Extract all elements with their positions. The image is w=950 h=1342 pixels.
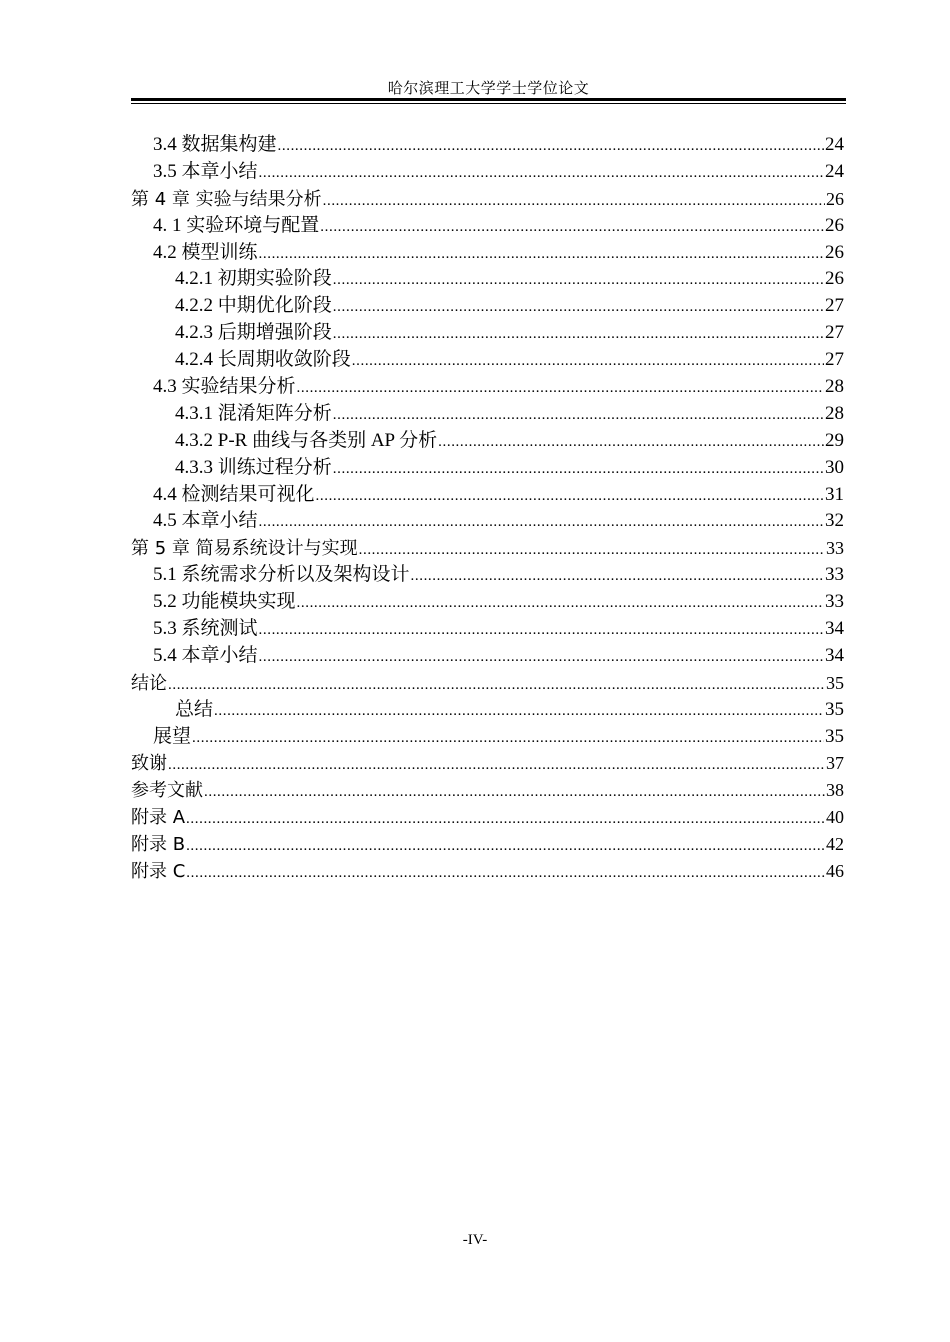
toc-entry-label: 4.4 检测结果可视化 bbox=[153, 483, 315, 505]
dot-leader bbox=[438, 429, 824, 456]
dot-leader bbox=[333, 267, 824, 294]
dot-leader bbox=[297, 375, 824, 402]
toc-entry-label: 总结 bbox=[175, 698, 214, 720]
toc-entry-label: 致谢 bbox=[131, 753, 167, 775]
toc-entry-label: 5.3 系统测试 bbox=[153, 618, 258, 640]
page-number: -IV- bbox=[462, 1232, 488, 1248]
header-rule-thick bbox=[131, 98, 846, 101]
dot-leader bbox=[333, 321, 824, 348]
toc-entry[interactable] bbox=[131, 831, 844, 858]
toc-entry-page-number: 26 bbox=[826, 188, 844, 209]
dot-leader bbox=[278, 133, 824, 160]
toc-entry-page-number: 26 bbox=[825, 268, 844, 290]
dot-leader bbox=[186, 806, 825, 833]
toc-entry-page-number: 28 bbox=[825, 376, 844, 398]
dot-leader bbox=[316, 483, 824, 510]
toc-entry[interactable] bbox=[131, 616, 844, 643]
toc-entry-page-number: 42 bbox=[826, 834, 844, 855]
dot-leader bbox=[214, 698, 824, 725]
toc-entry[interactable] bbox=[131, 455, 844, 482]
toc-entry-page-number: 35 bbox=[825, 698, 844, 720]
toc-entry[interactable] bbox=[131, 159, 844, 186]
toc-entry[interactable] bbox=[131, 643, 844, 670]
toc-entry[interactable] bbox=[131, 428, 844, 455]
toc-entry-label: 附录 C bbox=[131, 861, 186, 883]
toc-entry-label: 5.1 系统需求分析以及架构设计 bbox=[153, 564, 410, 586]
toc-entry-page-number: 33 bbox=[826, 538, 844, 559]
toc-entry[interactable] bbox=[131, 320, 844, 347]
toc-entry-label: 附录 B bbox=[131, 834, 186, 856]
toc-entry-page-number: 24 bbox=[825, 160, 844, 182]
toc-entry-label: 4.2.1 初期实验阶段 bbox=[175, 268, 332, 290]
toc-entry-page-number: 33 bbox=[825, 564, 844, 586]
toc-entry-page-number: 26 bbox=[825, 214, 844, 236]
toc-entry[interactable] bbox=[131, 347, 844, 374]
toc-entry[interactable] bbox=[131, 777, 844, 804]
toc-entry-page-number: 29 bbox=[825, 429, 844, 451]
toc-entry-page-number: 26 bbox=[825, 241, 844, 263]
dot-leader bbox=[259, 160, 824, 187]
dot-leader bbox=[259, 241, 824, 268]
toc-entry-label: 4.2.4 长周期收敛阶段 bbox=[175, 349, 351, 371]
toc-entry-page-number: 35 bbox=[825, 725, 844, 747]
toc-entry-label: 4.3.3 训练过程分析 bbox=[175, 456, 332, 478]
dot-leader bbox=[320, 214, 824, 241]
toc-entry-label: 参考文献 bbox=[131, 780, 203, 802]
dot-leader bbox=[186, 833, 825, 860]
toc-entry-label: 4.3 实验结果分析 bbox=[153, 376, 296, 398]
toc-entry[interactable] bbox=[131, 508, 844, 535]
toc-entry[interactable] bbox=[131, 535, 844, 562]
toc-entry-page-number: 40 bbox=[826, 807, 844, 828]
dot-leader bbox=[359, 537, 825, 564]
toc-entry[interactable] bbox=[131, 804, 844, 831]
toc-entry-label: 3.5 本章小结 bbox=[153, 160, 258, 182]
toc-entry-page-number: 34 bbox=[825, 644, 844, 666]
toc-entry-label: 附录 A bbox=[131, 807, 186, 829]
dot-leader bbox=[297, 590, 824, 617]
toc-entry-label: 4. 1 实验环境与配置 bbox=[153, 214, 320, 236]
toc-entry[interactable] bbox=[131, 213, 844, 240]
toc-entry-page-number: 35 bbox=[826, 672, 844, 693]
dot-leader bbox=[259, 509, 824, 536]
toc-entry[interactable] bbox=[131, 724, 844, 751]
toc-entry[interactable] bbox=[131, 240, 844, 267]
toc-entry-page-number: 24 bbox=[825, 134, 844, 155]
toc-entry[interactable] bbox=[131, 589, 844, 616]
toc-entry-label: 第 4 章 实验与结果分析 bbox=[131, 188, 322, 210]
toc-entry-label: 4.3.2 P-R 曲线与各类别 AP 分析 bbox=[175, 429, 438, 451]
dot-leader bbox=[168, 672, 825, 699]
dot-leader bbox=[259, 644, 824, 671]
toc-entry-page-number: 34 bbox=[825, 618, 844, 640]
table-of-contents bbox=[131, 132, 844, 885]
dot-leader bbox=[333, 402, 824, 429]
toc-entry[interactable] bbox=[131, 750, 844, 777]
dot-leader bbox=[204, 779, 825, 806]
toc-entry-page-number: 28 bbox=[825, 402, 844, 424]
toc-entry-label: 5.4 本章小结 bbox=[153, 644, 258, 666]
toc-entry-page-number: 37 bbox=[826, 753, 844, 774]
toc-entry-label: 展望 bbox=[153, 725, 192, 747]
toc-entry[interactable] bbox=[131, 562, 844, 589]
toc-entry-page-number: 46 bbox=[826, 861, 844, 882]
toc-entry-label: 4.2 模型训练 bbox=[153, 241, 258, 263]
dot-leader bbox=[192, 725, 824, 752]
dot-leader bbox=[352, 348, 824, 375]
toc-entry-label: 4.5 本章小结 bbox=[153, 510, 258, 532]
toc-entry-label: 结论 bbox=[131, 672, 167, 694]
dot-leader bbox=[259, 617, 824, 644]
toc-entry-page-number: 38 bbox=[826, 780, 844, 801]
toc-entry-label: 4.2.3 后期增强阶段 bbox=[175, 322, 332, 344]
toc-entry-label: 4.2.2 中期优化阶段 bbox=[175, 295, 332, 317]
toc-entry[interactable] bbox=[131, 132, 844, 159]
toc-entry[interactable] bbox=[131, 697, 844, 724]
toc-entry[interactable] bbox=[131, 670, 844, 697]
toc-entry-page-number: 27 bbox=[825, 322, 844, 344]
toc-entry-label: 5.2 功能模块实现 bbox=[153, 591, 296, 613]
toc-entry-label: 3.4 数据集构建 bbox=[153, 134, 277, 155]
toc-entry[interactable] bbox=[131, 401, 844, 428]
dot-leader bbox=[411, 563, 824, 590]
dot-leader bbox=[323, 188, 825, 215]
dot-leader bbox=[333, 456, 824, 483]
dot-leader bbox=[186, 860, 825, 887]
dot-leader bbox=[168, 752, 825, 779]
header-rule-thin bbox=[131, 103, 846, 104]
toc-entry-page-number: 31 bbox=[825, 483, 844, 505]
toc-entry[interactable] bbox=[131, 186, 844, 213]
toc-entry-label: 第 5 章 简易系统设计与实现 bbox=[131, 538, 358, 560]
toc-entry-label: 4.3.1 混淆矩阵分析 bbox=[175, 402, 332, 424]
dot-leader bbox=[333, 294, 824, 321]
toc-entry-page-number: 27 bbox=[825, 349, 844, 371]
toc-entry[interactable] bbox=[131, 266, 844, 293]
toc-entry[interactable] bbox=[131, 858, 844, 885]
toc-entry-page-number: 27 bbox=[825, 295, 844, 317]
toc-entry[interactable] bbox=[131, 374, 844, 401]
toc-entry[interactable] bbox=[131, 482, 844, 509]
toc-entry-page-number: 32 bbox=[825, 510, 844, 532]
running-header-title: 哈尔滨理工大学学士学位论文 bbox=[387, 81, 590, 97]
toc-entry[interactable] bbox=[131, 293, 844, 320]
toc-entry-page-number: 33 bbox=[825, 591, 844, 613]
toc-entry-page-number: 30 bbox=[825, 456, 844, 478]
